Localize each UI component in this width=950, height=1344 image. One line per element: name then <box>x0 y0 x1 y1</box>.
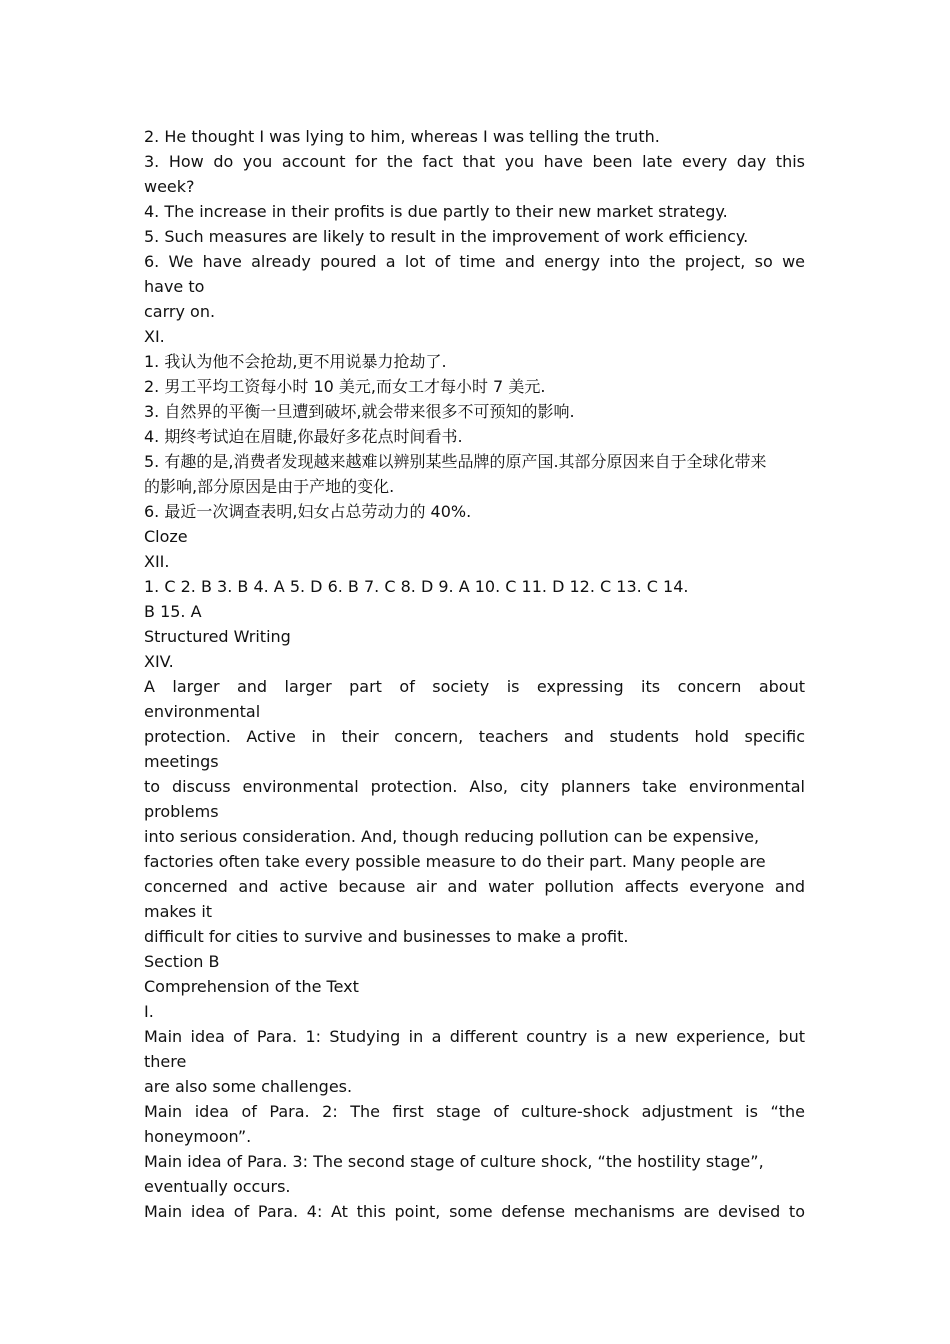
text-line: 6. We have already poured a lot of time and energy into the project, so we <box>144 252 805 271</box>
text-line: into serious consideration. And, though reducing pollution can be expensive, <box>144 827 760 846</box>
text-line: have to <box>144 277 205 296</box>
text-line: I. <box>144 1002 154 1021</box>
text-line: week? <box>144 177 195 196</box>
text-line: carry on. <box>144 302 216 321</box>
text-line: 5. 有趣的是,消费者发现越来越难以辨别某些品牌的原产国.其部分原因来自于全球化带来 <box>144 452 767 471</box>
text-line: Main idea of Para. 4: At this point, some defense mechanisms are devised to <box>144 1202 805 1221</box>
text-line: problems <box>144 802 219 821</box>
text-line: 的影响,部分原因是由于产地的变化. <box>144 477 395 496</box>
text-line: XI. <box>144 327 165 346</box>
text-line: protection. Active in their concern, teachers and students hold specific <box>144 727 805 746</box>
document-page <box>144 124 805 1224</box>
text-line: 3. 自然界的平衡一旦遭到破坏,就会带来很多不可预知的影响. <box>144 402 575 421</box>
text-line: B 15. A <box>144 602 202 621</box>
text-line: eventually occurs. <box>144 1177 291 1196</box>
text-line: 1. 我认为他不会抢劫,更不用说暴力抢劫了. <box>144 352 447 371</box>
text-line: makes it <box>144 902 213 921</box>
text-line: Comprehension of the Text <box>144 977 359 996</box>
text-line: meetings <box>144 752 219 771</box>
text-line: Main idea of Para. 2: The first stage of culture-shock adjustment is “the <box>144 1102 805 1121</box>
text-line: to discuss environmental protection. Also, city planners take environmental <box>144 777 805 796</box>
text-line: honeymoon”. <box>144 1127 252 1146</box>
text-line: there <box>144 1052 187 1071</box>
text-line: Structured Writing <box>144 627 291 646</box>
text-line: difficult for cities to survive and businesses to make a profit. <box>144 927 629 946</box>
text-line: 1. C 2. B 3. B 4. A 5. D 6. B 7. C 8. D 9. A 10. C 11. D 12. C 13. C 14. <box>144 577 689 596</box>
text-line: environmental <box>144 702 261 721</box>
text-line: Main idea of Para. 3: The second stage of culture shock, “the hostility stage”, <box>144 1152 764 1171</box>
text-line: 6. 最近一次调查表明,妇女占总劳动力的 40%. <box>144 502 472 521</box>
text-line: Cloze <box>144 527 188 546</box>
text-line: 2. 男工平均工资每小时 10 美元,而女工才每小时 7 美元. <box>144 377 546 396</box>
text-line: concerned and active because air and water pollution affects everyone and <box>144 877 805 896</box>
text-line: XIV. <box>144 652 174 671</box>
text-line: factories often take every possible measure to do their part. Many people are <box>144 852 766 871</box>
text-line: A larger and larger part of society is expressing its concern about <box>144 677 805 696</box>
text-line: are also some challenges. <box>144 1077 353 1096</box>
text-line: XII. <box>144 552 170 571</box>
text-line: Main idea of Para. 1: Studying in a different country is a new experience, but <box>144 1027 805 1046</box>
text-line: Section B <box>144 952 220 971</box>
text-line: 2. He thought I was lying to him, whereas I was telling the truth. <box>144 127 660 146</box>
text-line: 4. The increase in their profits is due partly to their new market strategy. <box>144 202 728 221</box>
text-line: 4. 期终考试迫在眉睫,你最好多花点时间看书. <box>144 427 463 446</box>
text-line: 5. Such measures are likely to result in the improvement of work efficiency. <box>144 227 749 246</box>
text-line: 3. How do you account for the fact that you have been late every day this <box>144 152 805 171</box>
